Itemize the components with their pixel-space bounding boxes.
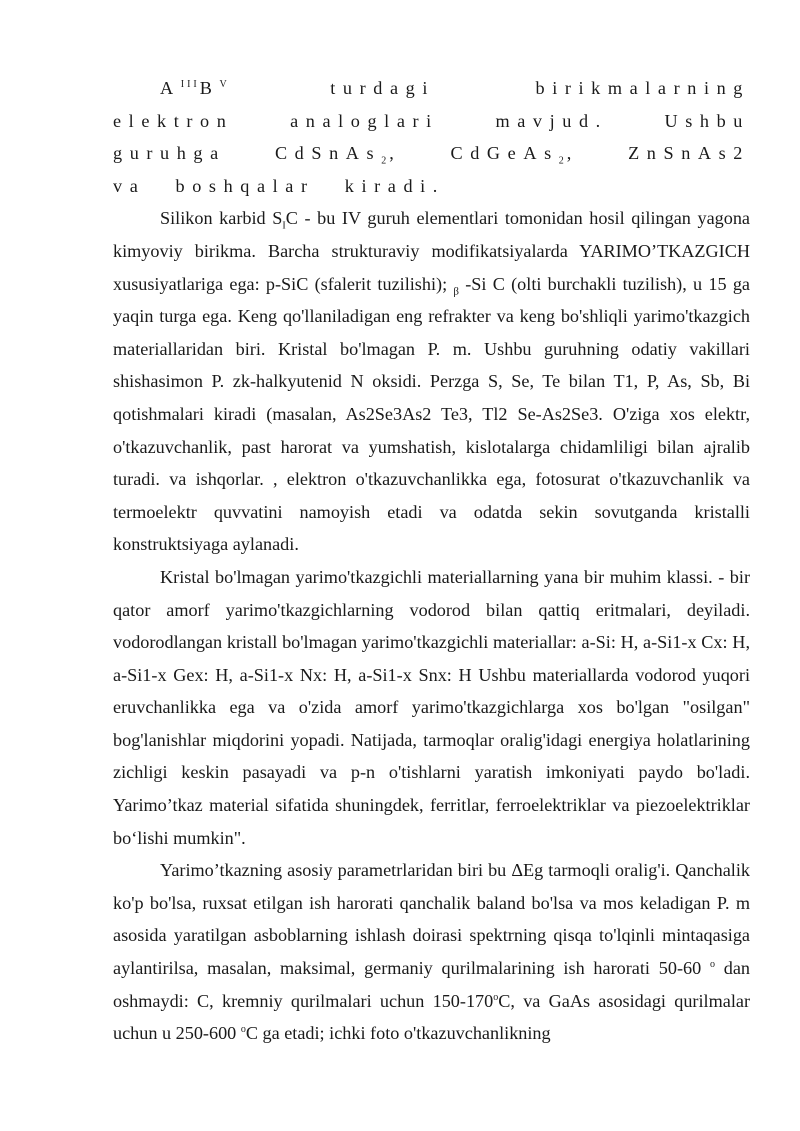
paragraph-amorphous-semiconductors: Kristal bo'lmagan yarimo'tkazgichli materiallarning yana bir muhim klassi. - bir qator amorf yarimo'tkazgichlarning vodorod bilan qattiq eritmalari, deyiladi. vodorodlangan kristall bo'lmagan yarimo'tkazgichli materiallar: a-Si: H, a-Si1-x Cx: H, a-Si1-x Gex: H, a-Si1-x Nx: H, a-Si1-x Snx: H Ushbu materiallarda vodorod yuqori eruvchanlikka ega va o'zida amorf yarimo'tkazgichlarga xos bo'lgan "osilgan" bog'lanishlar miqdorini yopadi. Natijada, tarmoqlar oralig'idagi energiya holatlarining zichligi keskin pasayadi va p-n o'tishlarni yaratish imkoniyati paydo bo'ladi. Yarimo’tkaz material sifatida shuningdek, ferritlar, ferroelektriklar va piezoelektriklar bo‘lishi mumkin". [113,566,750,848]
p4-text-2: dan oshmaydi: C, kremniy qurilmalari uchun 150-170 [113,958,751,1011]
p2-text-3: -Si C (olti burchakli tuzilish), u 15 ga yaqin turga ega. Keng qo'llaniladigan eng refrakter va keng bo'shliqli yarimo'tkazgich materiallaridan biri. Kristal bo'lmagan P. m. Ushbu guruhning odatiy vakillari shishasimon P. zk-halkyutenid N oksidi. Perzga S, Se, Te bilan T1, P, As, Sb, Bi qotishmalari kiradi (masalan, As2Se3As2 Te3, Tl2 Se-As2Se3. O'ziga xos elektr, o'tkazuvchanlik, past harorat va yumshatish, kislotalarga chidamliligi bilan ajralib turadi. va ishqorlar. , elektron o'tkazuvchanlikka ega, fotosurat o'tkazuvchanlik va termoelektr quvvatini namoyish etadi va odatda sekin sovutganda kristalli konstruktsiyaga aylanadi. [113,273,750,555]
p1-text-2: , CdGeAs [389,143,559,164]
p1-subscript-2: 2 [558,155,567,167]
p4-text-1: Yarimo’tkazning asosiy parametrlaridan biri bu ΔEg tarmoqli oralig'i. Qanchalik ko'p bo'lsa, ruxsat etilgan ish harorati qanchalik baland bo'lsa va mos keladigan P. m asosida yaratilgan asboblarning ishlash doirasi spektrning qisqa to'lqinli mintaqasiga aylantirilsa, masalan, maksimal, germaniy qurilmalarining ish harorati 50-60 [113,860,750,979]
p4-degree-3: o [240,1024,246,1036]
p1-a-superscript: III [180,78,200,90]
p1-subscript-1: 2 [381,155,390,167]
p1-b-superscript: V [219,78,230,90]
p2-text-1: Silikon karbid S [160,208,283,229]
paragraph-electron-analogs [113,72,750,202]
p2-beta-symbol: β [453,285,459,298]
p1-a: A [160,78,181,98]
p2-subscript-1: I [282,221,286,233]
p1-b: B [199,78,220,98]
p1-text-3: , ZnSnAs2 va boshqalar kiradi. [113,143,750,196]
p4-text-3: C, va GaAs asosidagi qurilmalar uchun u 250-600 [113,990,750,1044]
p2-text-2: C - bu IV guruh elementlari tomonidan hosil qilingan yagona kimyoviy birikma. Barcha strukturaviy modifikatsiyalarda YARIMO’TKAZGICH xususiyatlariga ega: p-SiC (sfalerit tuzilishi); [113,208,751,294]
paragraph-band-gap [113,854,750,1050]
p1-text-1: turdagi birikmalarning elektron analoglari mavjud. Ushbu guruhga CdSnAs [113,78,750,164]
p4-text-4: C ga etadi; ichki foto o'tkazuvchanlikning [245,1023,551,1044]
p4-degree-1: o [709,958,715,970]
paragraph-silicon-carbide [113,202,750,561]
p4-degree-2: o [493,991,499,1003]
document-page [113,72,750,1050]
